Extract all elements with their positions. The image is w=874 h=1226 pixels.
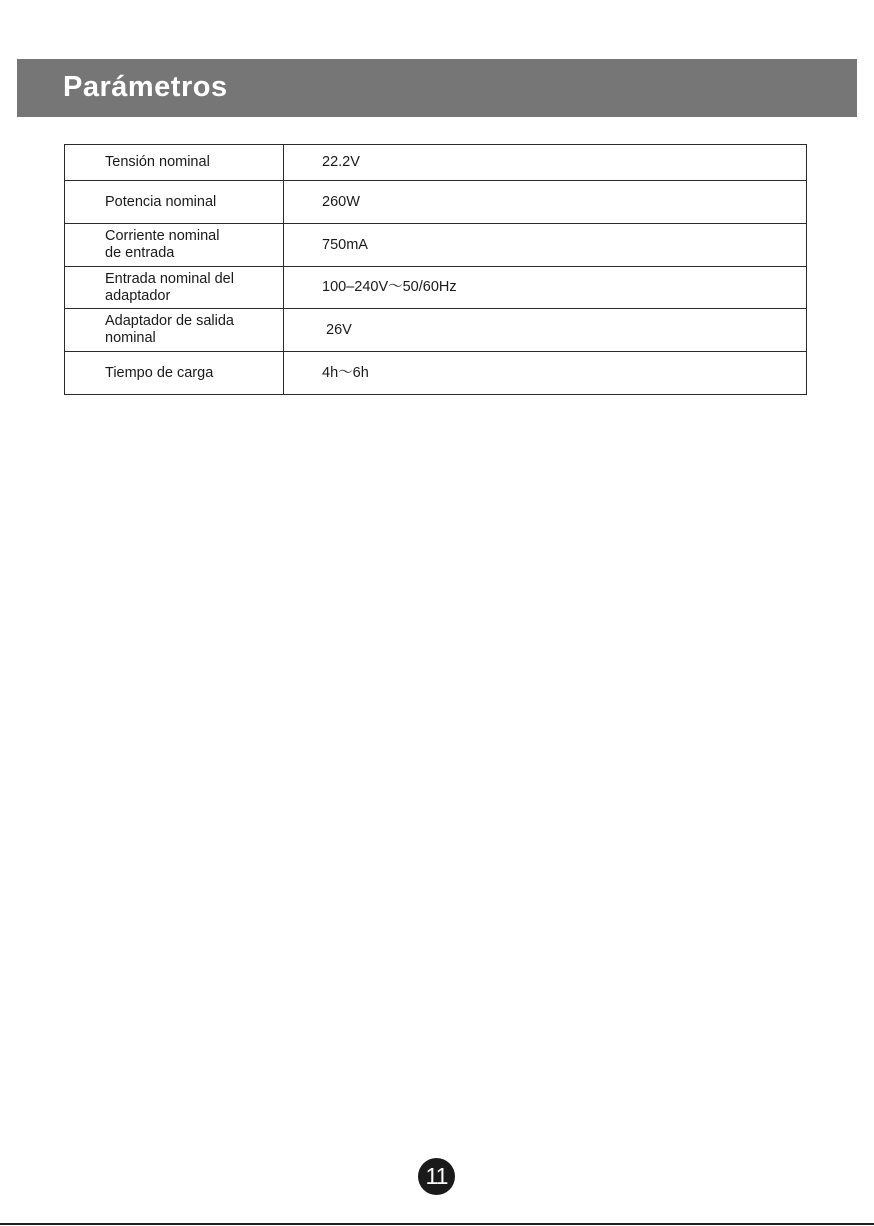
table-row [65, 181, 807, 224]
table-row [65, 352, 807, 395]
parameter-label: Corriente nominal de entrada [65, 224, 284, 267]
table-row [65, 145, 807, 181]
parameter-value: 22.2V [284, 145, 807, 181]
table-row [65, 224, 807, 267]
section-title: Parámetros [63, 71, 228, 103]
parameter-value: 26V [284, 309, 807, 352]
parameters-table [64, 144, 807, 395]
parameter-label: Entrada nominal del adaptador [65, 267, 284, 309]
parameter-label: Adaptador de salida nominal [65, 309, 284, 352]
parameter-value: 4h～6h [284, 352, 807, 395]
parameter-value: 750mA [284, 224, 807, 267]
bottom-divider [0, 1223, 874, 1225]
parameter-value: 260W [284, 181, 807, 224]
page-number-badge: 11 [418, 1158, 455, 1195]
section-header-bar [17, 59, 857, 117]
table-row [65, 309, 807, 352]
parameter-label: Tiempo de carga [65, 352, 284, 395]
parameter-value: 100–240V～50/60Hz [284, 267, 807, 309]
table-row [65, 267, 807, 309]
parameter-label: Potencia nominal [65, 181, 284, 224]
parameter-label: Tensión nominal [65, 145, 284, 181]
